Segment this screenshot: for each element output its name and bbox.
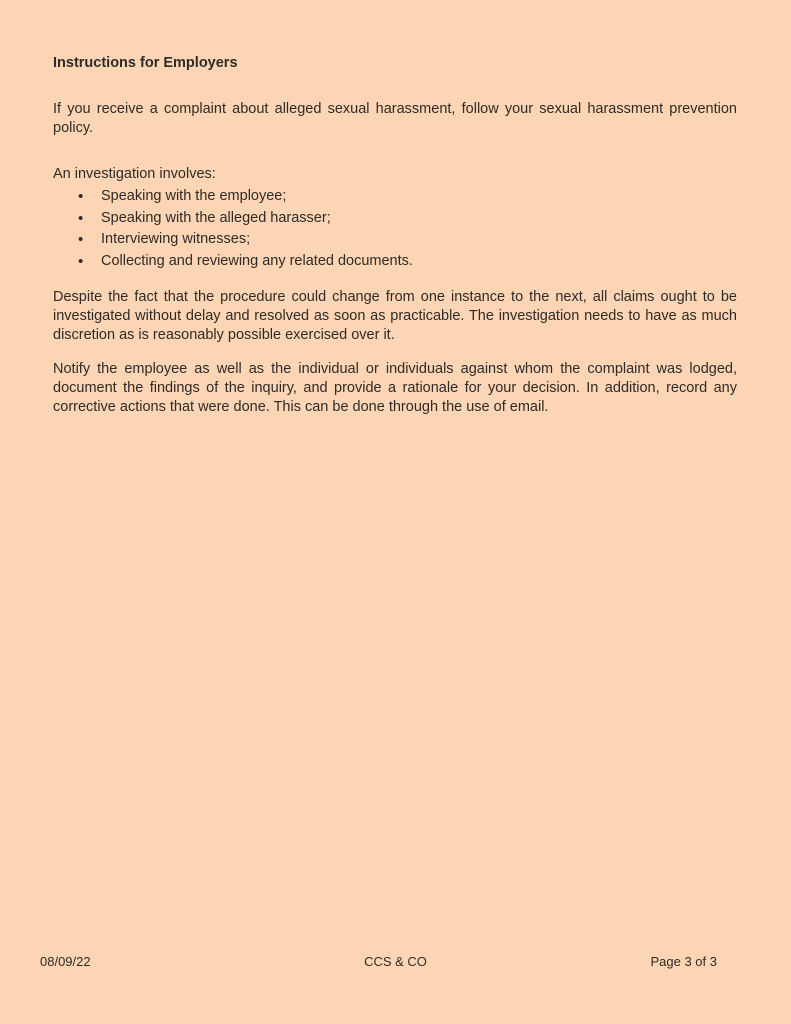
- list-item-speak-harasser: • Speaking with the alleged harasser;: [78, 209, 737, 228]
- list-item-interview-witnesses: • Interviewing witnesses;: [78, 230, 737, 249]
- intro-paragraph: If you receive a complaint about alleged sexual harassment, follow your sexual harassment prevention policy.: [53, 101, 737, 136]
- investigation-list: [53, 187, 737, 271]
- footer-date: 08/09/22: [40, 954, 91, 969]
- document-heading: Instructions for Employers: [53, 55, 238, 71]
- notify-paragraph: Notify the employee as well as the individual or individuals against whom the complaint was lodged, document the findings of the inquiry, and provide a rationale for your decision. In addition, record any corrective actions that were done. This can be done through the use of email.: [53, 360, 737, 415]
- list-item-speak-employee: • Speaking with the employee;: [78, 187, 737, 206]
- footer-company: CCS & CO: [364, 954, 427, 969]
- document-body: [53, 54, 737, 417]
- footer-page-number: Page 3 of 3: [650, 954, 717, 969]
- investigation-list-intro: An investigation involves:: [53, 166, 216, 182]
- page-footer: [0, 953, 791, 970]
- list-item-collect-documents: • Collecting and reviewing any related documents.: [78, 252, 737, 271]
- claims-paragraph: Despite the fact that the procedure could change from one instance to the next, all claims ought to be investigated without delay and resolved as soon as practicable. The investigation needs to have as much discretion as is reasonably possible exercised over it.: [53, 288, 737, 343]
